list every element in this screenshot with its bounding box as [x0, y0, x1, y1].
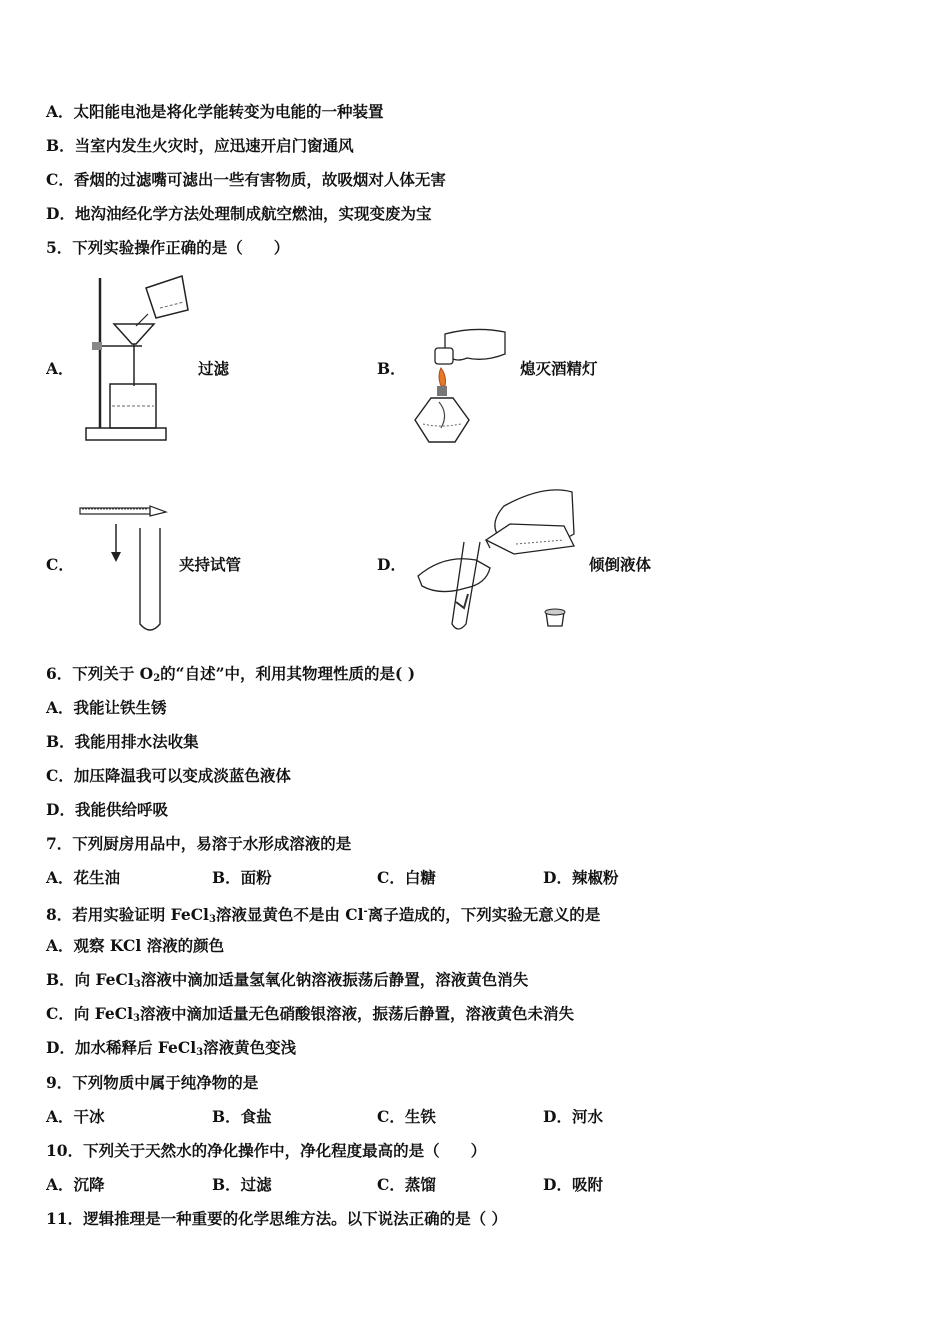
- q10-option-b: B．过滤: [212, 1175, 272, 1194]
- q7-option-b: B．面粉: [212, 868, 272, 887]
- test-tube-holder-figure: [76, 500, 176, 636]
- q8-option-c: C．向 FeCl$_3$溶液中滴加适量无色硝酸银溶液，振荡后静置，溶液黄色未消失: [46, 1004, 574, 1024]
- q10-option-d: D．吸附: [543, 1175, 603, 1194]
- q9-option-a: A．干冰: [46, 1107, 105, 1126]
- q8-option-d: D．加水稀释后 FeCl$_3$溶液黄色变浅: [46, 1038, 297, 1058]
- q5-option-c-caption: 夹持试管: [179, 555, 242, 574]
- filtration-apparatus-figure: [84, 274, 196, 444]
- q5-option-a-caption: 过滤: [198, 359, 230, 378]
- q4-option-d: D．地沟油经化学方法处理制成航空燃油，实现变废为宝: [46, 204, 432, 223]
- q5-option-d-caption: 倾倒液体: [589, 555, 652, 574]
- q8-stem: 8．若用实验证明 FeCl$_3$溶液显黄色不是由 Cl-离子造成的，下列实验无意义的是: [46, 905, 601, 925]
- q7-option-a: A．花生油: [46, 868, 121, 887]
- pour-liquid-figure: [414, 484, 584, 634]
- q8-option-b: B．向 FeCl$_3$溶液中滴加适量氢氧化钠溶液振荡后静置，溶液黄色消失: [46, 970, 529, 990]
- q6-option-b: B．我能用排水法收集: [46, 732, 199, 751]
- q7-option-c: C．白糖: [377, 868, 436, 887]
- q5-option-c-letter: C．: [46, 555, 74, 574]
- q6-option-d: D．我能供给呼吸: [46, 800, 168, 819]
- q4-option-a: A．太阳能电池是将化学能转变为电能的一种装置: [46, 102, 384, 121]
- q5-option-b-caption: 熄灭酒精灯: [520, 359, 598, 378]
- q10-option-c: C．蒸馏: [377, 1175, 436, 1194]
- q9-option-d: D．河水: [543, 1107, 603, 1126]
- q10-stem: 10．下列关于天然水的净化操作中，净化程度最高的是（ ）: [46, 1141, 487, 1160]
- q5-option-b-letter: B．: [377, 359, 406, 378]
- q4-option-b: B．当室内发生火灾时，应迅速开启门窗通风: [46, 136, 354, 155]
- q5-stem: 5．下列实验操作正确的是（ ）: [46, 238, 290, 257]
- q6-option-a: A．我能让铁生锈: [46, 698, 167, 717]
- q11-stem: 11．逻辑推理是一种重要的化学思维方法。以下说法正确的是（ ）: [46, 1209, 507, 1228]
- q6-option-c: C．加压降温我可以变成淡蓝色液体: [46, 766, 291, 785]
- q5-option-a-letter: A．: [46, 359, 74, 378]
- extinguish-alcohol-lamp-figure: [405, 324, 515, 446]
- q9-option-b: B．食盐: [212, 1107, 272, 1126]
- q9-stem: 9．下列物质中属于纯净物的是: [46, 1073, 259, 1092]
- q5-option-d-letter: D．: [377, 555, 406, 574]
- q7-option-d: D．辣椒粉: [543, 868, 619, 887]
- q10-option-a: A．沉降: [46, 1175, 105, 1194]
- q9-option-c: C．生铁: [377, 1107, 436, 1126]
- q7-stem: 7．下列厨房用品中，易溶于水形成溶液的是: [46, 834, 352, 853]
- q6-stem: 6．下列关于 $O_2$的“自述”中，利用其物理性质的是( ): [46, 664, 416, 684]
- q4-option-c: C．香烟的过滤嘴可滤出一些有害物质，故吸烟对人体无害: [46, 170, 446, 189]
- q8-option-a: A．观察 KCl 溶液的颜色: [46, 936, 225, 955]
